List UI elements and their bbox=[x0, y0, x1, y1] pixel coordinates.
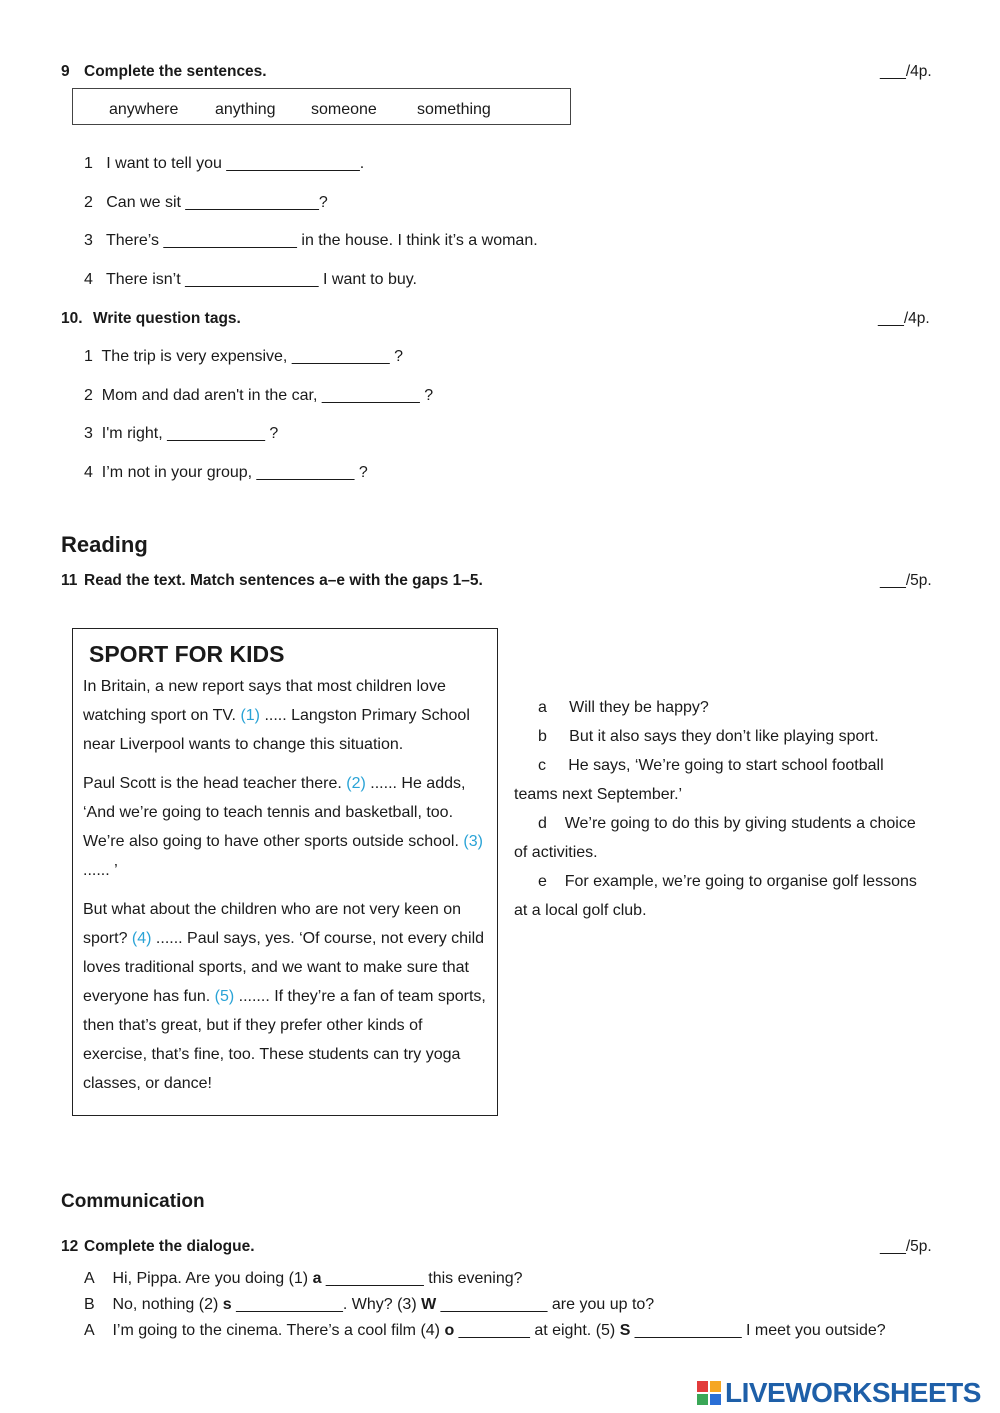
word-bank-item: anywhere bbox=[109, 101, 179, 118]
item-text[interactable]: I want to tell you _______________. bbox=[106, 155, 365, 172]
word-bank bbox=[72, 88, 571, 125]
answer-blank[interactable]: ___________ this evening? bbox=[321, 1270, 523, 1287]
option-a bbox=[538, 699, 709, 717]
text-line: In Britain, a new report says that most children love bbox=[83, 678, 446, 695]
option-letter: d bbox=[538, 815, 547, 832]
item-text[interactable]: Can we sit _______________? bbox=[106, 194, 328, 211]
text-line bbox=[83, 988, 486, 1006]
text-fragment: watching sport on TV. bbox=[83, 707, 241, 724]
option-text: But it also says they don’t like playing sport. bbox=[569, 728, 879, 745]
speaker: A bbox=[84, 1322, 95, 1339]
text-line: loves traditional sports, and we want to make sure that bbox=[83, 959, 469, 976]
option-letter: c bbox=[538, 757, 546, 774]
liveworksheets-logo-icon bbox=[697, 1381, 721, 1405]
ex11-title: Read the text. Match sentences a–e with the gaps 1–5. bbox=[84, 572, 483, 589]
reading-text-title: SPORT FOR KIDS bbox=[89, 641, 285, 667]
answer-blank[interactable]: ____________. Why? (3) bbox=[231, 1296, 422, 1313]
ex12-number: 12 bbox=[61, 1238, 79, 1255]
gap-1[interactable]: (1) bbox=[240, 707, 260, 724]
text-line: classes, or dance! bbox=[83, 1075, 212, 1092]
hint-letter: a bbox=[312, 1270, 322, 1287]
option-d bbox=[538, 815, 916, 833]
ex9-item-1 bbox=[84, 155, 364, 173]
ex10-item-1 bbox=[84, 348, 403, 366]
ex10-item-3 bbox=[84, 425, 278, 443]
text-line bbox=[83, 930, 484, 948]
item-text[interactable]: There’s _______________ in the house. I think it’s a woman. bbox=[105, 232, 538, 249]
text-fragment: ...... He adds, bbox=[365, 775, 466, 792]
text-line: ‘And we’re going to teach tennis and basketball, too. bbox=[83, 804, 454, 821]
ex12-score: ___/5p. bbox=[880, 1238, 932, 1255]
logo-text: LIVEWORKSHEETS bbox=[725, 1377, 981, 1408]
option-letter: e bbox=[538, 873, 547, 890]
text-line: exercise, that’s fine, too. These students can try yoga bbox=[83, 1046, 461, 1063]
text-line: near Liverpool wants to change this situation. bbox=[83, 736, 404, 753]
item-number: 4 bbox=[84, 464, 93, 481]
logo-square bbox=[697, 1394, 708, 1405]
ex9-item-2 bbox=[84, 194, 328, 212]
ex10-item-2 bbox=[84, 387, 433, 405]
ex9-title: Complete the sentences. bbox=[84, 63, 267, 80]
option-d-cont: of activities. bbox=[514, 844, 598, 861]
gap-5[interactable]: (5) bbox=[214, 988, 235, 1005]
dialogue-text: Hi, Pippa. Are you doing (1) bbox=[112, 1270, 313, 1287]
communication-heading: Communication bbox=[61, 1191, 205, 1212]
item-text[interactable]: There isn’t _______________ I want to buy. bbox=[105, 271, 417, 288]
text-fragment: sport? bbox=[83, 930, 132, 947]
dialogue-line-3 bbox=[84, 1322, 886, 1340]
ex9-item-3 bbox=[84, 232, 538, 250]
option-text: Will they be happy? bbox=[569, 699, 709, 716]
item-number: 4 bbox=[84, 271, 93, 288]
text-fragment: ..... Langston Primary School bbox=[260, 707, 470, 724]
ex9-score: ___/4p. bbox=[880, 63, 932, 80]
item-number: 2 bbox=[84, 194, 93, 211]
text-fragment: We’re also going to have other sports outside school. bbox=[83, 833, 464, 850]
option-b bbox=[538, 728, 879, 746]
text-line: But what about the children who are not very keen on bbox=[83, 901, 462, 918]
item-number: 3 bbox=[84, 425, 93, 442]
item-text[interactable]: The trip is very expensive, ___________ ? bbox=[101, 348, 404, 365]
hint-letter: o bbox=[444, 1322, 455, 1339]
option-letter: b bbox=[538, 728, 547, 745]
text-fragment: ...... Paul says, yes. ‘Of course, not every child bbox=[151, 930, 485, 947]
gap-3[interactable]: (3) bbox=[463, 833, 483, 850]
option-e-cont: at a local golf club. bbox=[514, 902, 647, 919]
ex9-item-4 bbox=[84, 271, 417, 289]
answer-blank[interactable]: ____________ are you up to? bbox=[436, 1296, 655, 1313]
word-bank-item: someone bbox=[311, 101, 377, 118]
ex10-title: Write question tags. bbox=[93, 310, 241, 327]
text-line: then that’s great, but if they prefer other kinds of bbox=[83, 1017, 423, 1034]
item-number: 1 bbox=[84, 348, 93, 365]
ex11-score: ___/5p. bbox=[880, 572, 932, 589]
ex10-number: 10. bbox=[61, 310, 83, 327]
option-c bbox=[538, 757, 884, 775]
dialogue-line-1 bbox=[84, 1270, 523, 1288]
ex11-number: 11 bbox=[61, 572, 78, 589]
text-fragment: Paul Scott is the head teacher there. bbox=[83, 775, 347, 792]
dialogue-line-2 bbox=[84, 1296, 654, 1314]
ex12-title: Complete the dialogue. bbox=[84, 1238, 255, 1255]
ex10-item-4 bbox=[84, 464, 368, 482]
hint-letter: W bbox=[421, 1296, 437, 1313]
gap-4[interactable]: (4) bbox=[131, 930, 152, 947]
item-text[interactable]: I’m not in your group, ___________ ? bbox=[101, 464, 368, 481]
reading-text-box bbox=[72, 628, 498, 1116]
text-fragment: ....... If they’re a fan of team sports, bbox=[234, 988, 486, 1005]
speaker: B bbox=[84, 1296, 95, 1313]
option-text: For example, we’re going to organise golf lessons bbox=[564, 873, 917, 890]
option-text: We’re going to do this by giving students a choice bbox=[564, 815, 916, 832]
item-text[interactable]: Mom and dad aren't in the car, ___________ ? bbox=[101, 387, 434, 404]
dialogue-text: I’m going to the cinema. There’s a cool film (4) bbox=[112, 1322, 445, 1339]
text-fragment: everyone has fun. bbox=[83, 988, 215, 1005]
word-bank-item: anything bbox=[215, 101, 276, 118]
item-number: 2 bbox=[84, 387, 93, 404]
option-e bbox=[538, 873, 917, 891]
ex10-score: ___/4p. bbox=[878, 310, 930, 327]
word-bank-item: something bbox=[417, 101, 491, 118]
item-text[interactable]: I'm right, ___________ ? bbox=[101, 425, 279, 442]
hint-letter: S bbox=[619, 1322, 631, 1339]
hint-letter: s bbox=[222, 1296, 232, 1313]
ex9-number: 9 bbox=[61, 63, 70, 80]
answer-blank[interactable]: ____________ I meet you outside? bbox=[630, 1322, 886, 1339]
logo-square bbox=[710, 1381, 721, 1392]
item-number: 3 bbox=[84, 232, 93, 249]
speaker: A bbox=[84, 1270, 95, 1287]
reading-heading: Reading bbox=[61, 532, 148, 557]
answer-blank[interactable]: ________ at eight. (5) bbox=[454, 1322, 620, 1339]
option-c-cont: teams next September.’ bbox=[514, 786, 683, 803]
item-number: 1 bbox=[84, 155, 93, 172]
text-line: ...... ’ bbox=[83, 862, 118, 879]
option-text: He says, ‘We’re going to start school football bbox=[568, 757, 884, 774]
logo-square bbox=[710, 1394, 721, 1405]
dialogue-text: No, nothing (2) bbox=[112, 1296, 223, 1313]
option-letter: a bbox=[538, 699, 547, 716]
text-line bbox=[83, 833, 483, 851]
logo-square bbox=[697, 1381, 708, 1392]
gap-2[interactable]: (2) bbox=[346, 775, 366, 792]
text-line bbox=[83, 775, 465, 793]
text-line bbox=[83, 707, 470, 725]
